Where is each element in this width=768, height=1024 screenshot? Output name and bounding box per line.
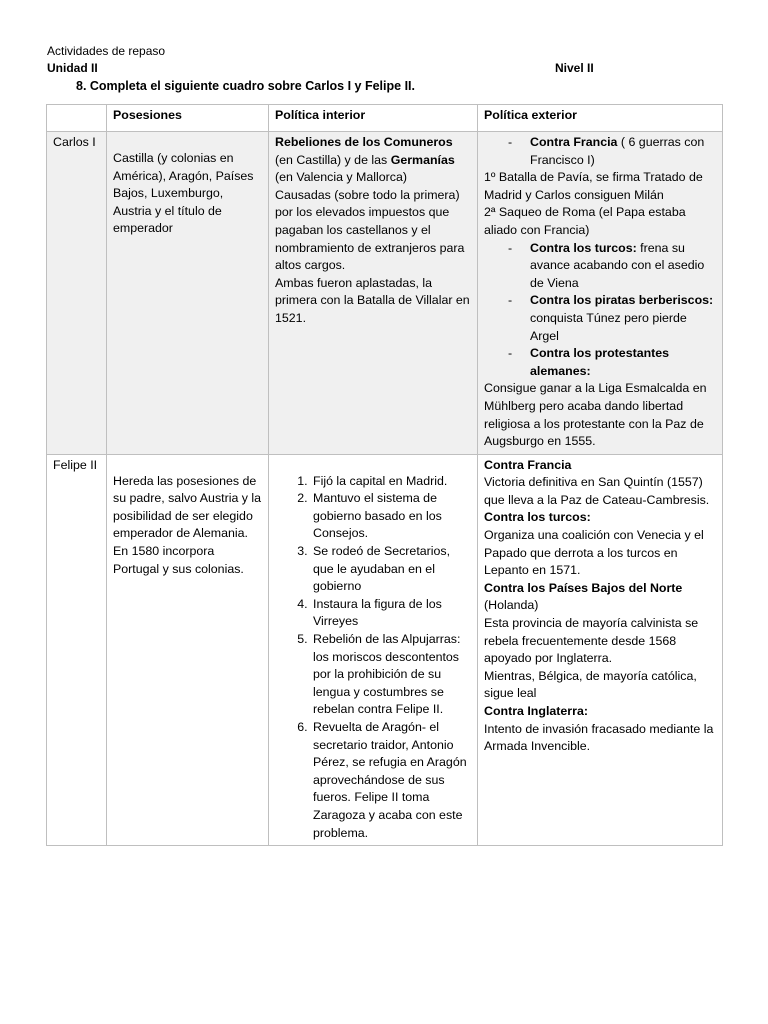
column-header-empty bbox=[47, 105, 107, 132]
row-header-felipe: Felipe II bbox=[47, 454, 107, 845]
column-header-politica-exterior: Política exterior bbox=[478, 105, 723, 132]
carlos-roma-text: 2ª Saqueo de Roma (el Papa estaba aliado con Francia) bbox=[484, 205, 686, 237]
table-row-carlos bbox=[47, 132, 723, 455]
felipe-turcos-text: Organiza una coalición con Venecia y el Papado que derrota a los turcos en Lepanto en 1571. bbox=[484, 528, 704, 578]
carlos-exterior-list-1 bbox=[484, 134, 716, 169]
list-item: - Contra los turcos: frena su avance acabando con el asedio de Viena bbox=[484, 240, 716, 293]
list-item: - Contra Francia ( 6 guerras con Francisco I) bbox=[484, 134, 716, 169]
felipe-paises-bajos-text-1: (Holanda) bbox=[484, 598, 539, 613]
list-item: 5. Rebelión de las Alpujarras: los moriscos descontentos por la prohibición de su lengua y costumbres se rebelan contra Felipe II. bbox=[311, 631, 471, 719]
list-item: 3. Se rodeó de Secretarios, que le ayudaban en el gobierno bbox=[311, 543, 471, 596]
carlos-pavia-text: 1º Batalla de Pavía, se firma Tratado de Madrid y Carlos consiguen Milán bbox=[484, 170, 703, 202]
felipe-turcos-heading: Contra los turcos: bbox=[484, 510, 591, 525]
table-header-row bbox=[47, 105, 723, 132]
felipe-interior-list bbox=[275, 473, 471, 842]
carlos-exterior-list-2 bbox=[484, 240, 716, 381]
carlos-rebeliones-text: Rebeliones de los Comuneros (en Castilla) y de las Germanías (en Valencia y Mallorca) bbox=[275, 135, 455, 185]
carlos-politica-exterior bbox=[478, 132, 723, 455]
felipe-paises-bajos-text-2: Esta provincia de mayoría calvinista se rebela frecuentemente desde 1568 apoyado por Inglaterra. bbox=[484, 616, 699, 666]
carlos-posesiones: Castilla (y colonias en América), Aragón, Países Bajos, Luxemburgo, Austria y el título de emperador bbox=[107, 132, 269, 455]
carlos-politica-interior bbox=[269, 132, 478, 455]
felipe-inglaterra-heading: Contra Inglaterra: bbox=[484, 704, 588, 718]
felipe-francia-heading: Contra Francia bbox=[484, 457, 572, 472]
level-label: Nivel II bbox=[555, 61, 594, 75]
carlos-resultado-text: Ambas fueron aplastadas, la primera con la Batalla de Villalar en 1521. bbox=[275, 275, 470, 325]
carlos-liga-text: Consigue ganar a la Liga Esmalcalda en Mühlberg pero acaba dando libertad religiosa a los protestante con la Paz de Augsburgo en 1555. bbox=[484, 381, 707, 449]
felipe-paises-bajos-text-3: Mientras, Bélgica, de mayoría católica, sigue leal bbox=[484, 668, 697, 701]
exercise-instruction: 8. Completa el siguiente cuadro sobre Carlos I y Felipe II. bbox=[76, 79, 415, 93]
table-row-felipe bbox=[47, 454, 723, 845]
row-header-carlos: Carlos I bbox=[47, 132, 107, 455]
felipe-inglaterra-text: Intento de invasión fracasado mediante la Armada Invencible. bbox=[484, 721, 714, 754]
list-item: 2. Mantuvo el sistema de gobierno basado en los Consejos. bbox=[311, 490, 471, 543]
unit-label: Unidad II bbox=[47, 61, 98, 75]
list-item: - Contra los piratas berberiscos: conquista Túnez pero pierde Argel bbox=[484, 292, 716, 345]
list-item: 4. Instaura la figura de los Virreyes bbox=[311, 596, 471, 631]
column-header-posesiones: Posesiones bbox=[107, 105, 269, 132]
carlos-causas-text: Causadas (sobre todo la primera) por los elevados impuestos que pagaban los castellanos y el nombramiento de extranjeros para altos cargos. bbox=[275, 187, 465, 273]
column-header-politica-interior: Política interior bbox=[269, 105, 478, 132]
list-item: 1. Fijó la capital en Madrid. bbox=[311, 473, 471, 491]
felipe-posesiones-text-1: Hereda las posesiones de su padre, salvo Austria y la posibilidad de ser elegido emperador de Alemania. bbox=[113, 473, 262, 541]
felipe-politica-interior bbox=[269, 454, 478, 845]
felipe-francia-text: Victoria definitiva en San Quintín (1557) que lleva a la Paz de Cateau-Cambresis. bbox=[484, 475, 710, 507]
felipe-politica-exterior bbox=[478, 454, 723, 845]
document-subtitle: Actividades de repaso bbox=[47, 44, 166, 58]
felipe-posesiones-text-2: En 1580 incorpora Portugal y sus colonias. bbox=[113, 544, 244, 576]
list-item: 6. Revuelta de Aragón- el secretario traidor, Antonio Pérez, se refugia en Aragón aprovechándose de sus fueros. Felipe II toma Zaragoza y acaba con este problema. bbox=[311, 719, 471, 842]
list-item: - Contra los protestantes alemanes: bbox=[484, 345, 716, 380]
comparison-table bbox=[46, 104, 723, 846]
felipe-posesiones bbox=[107, 454, 269, 845]
felipe-paises-bajos-heading: Contra los Países Bajos del Norte bbox=[484, 580, 683, 595]
